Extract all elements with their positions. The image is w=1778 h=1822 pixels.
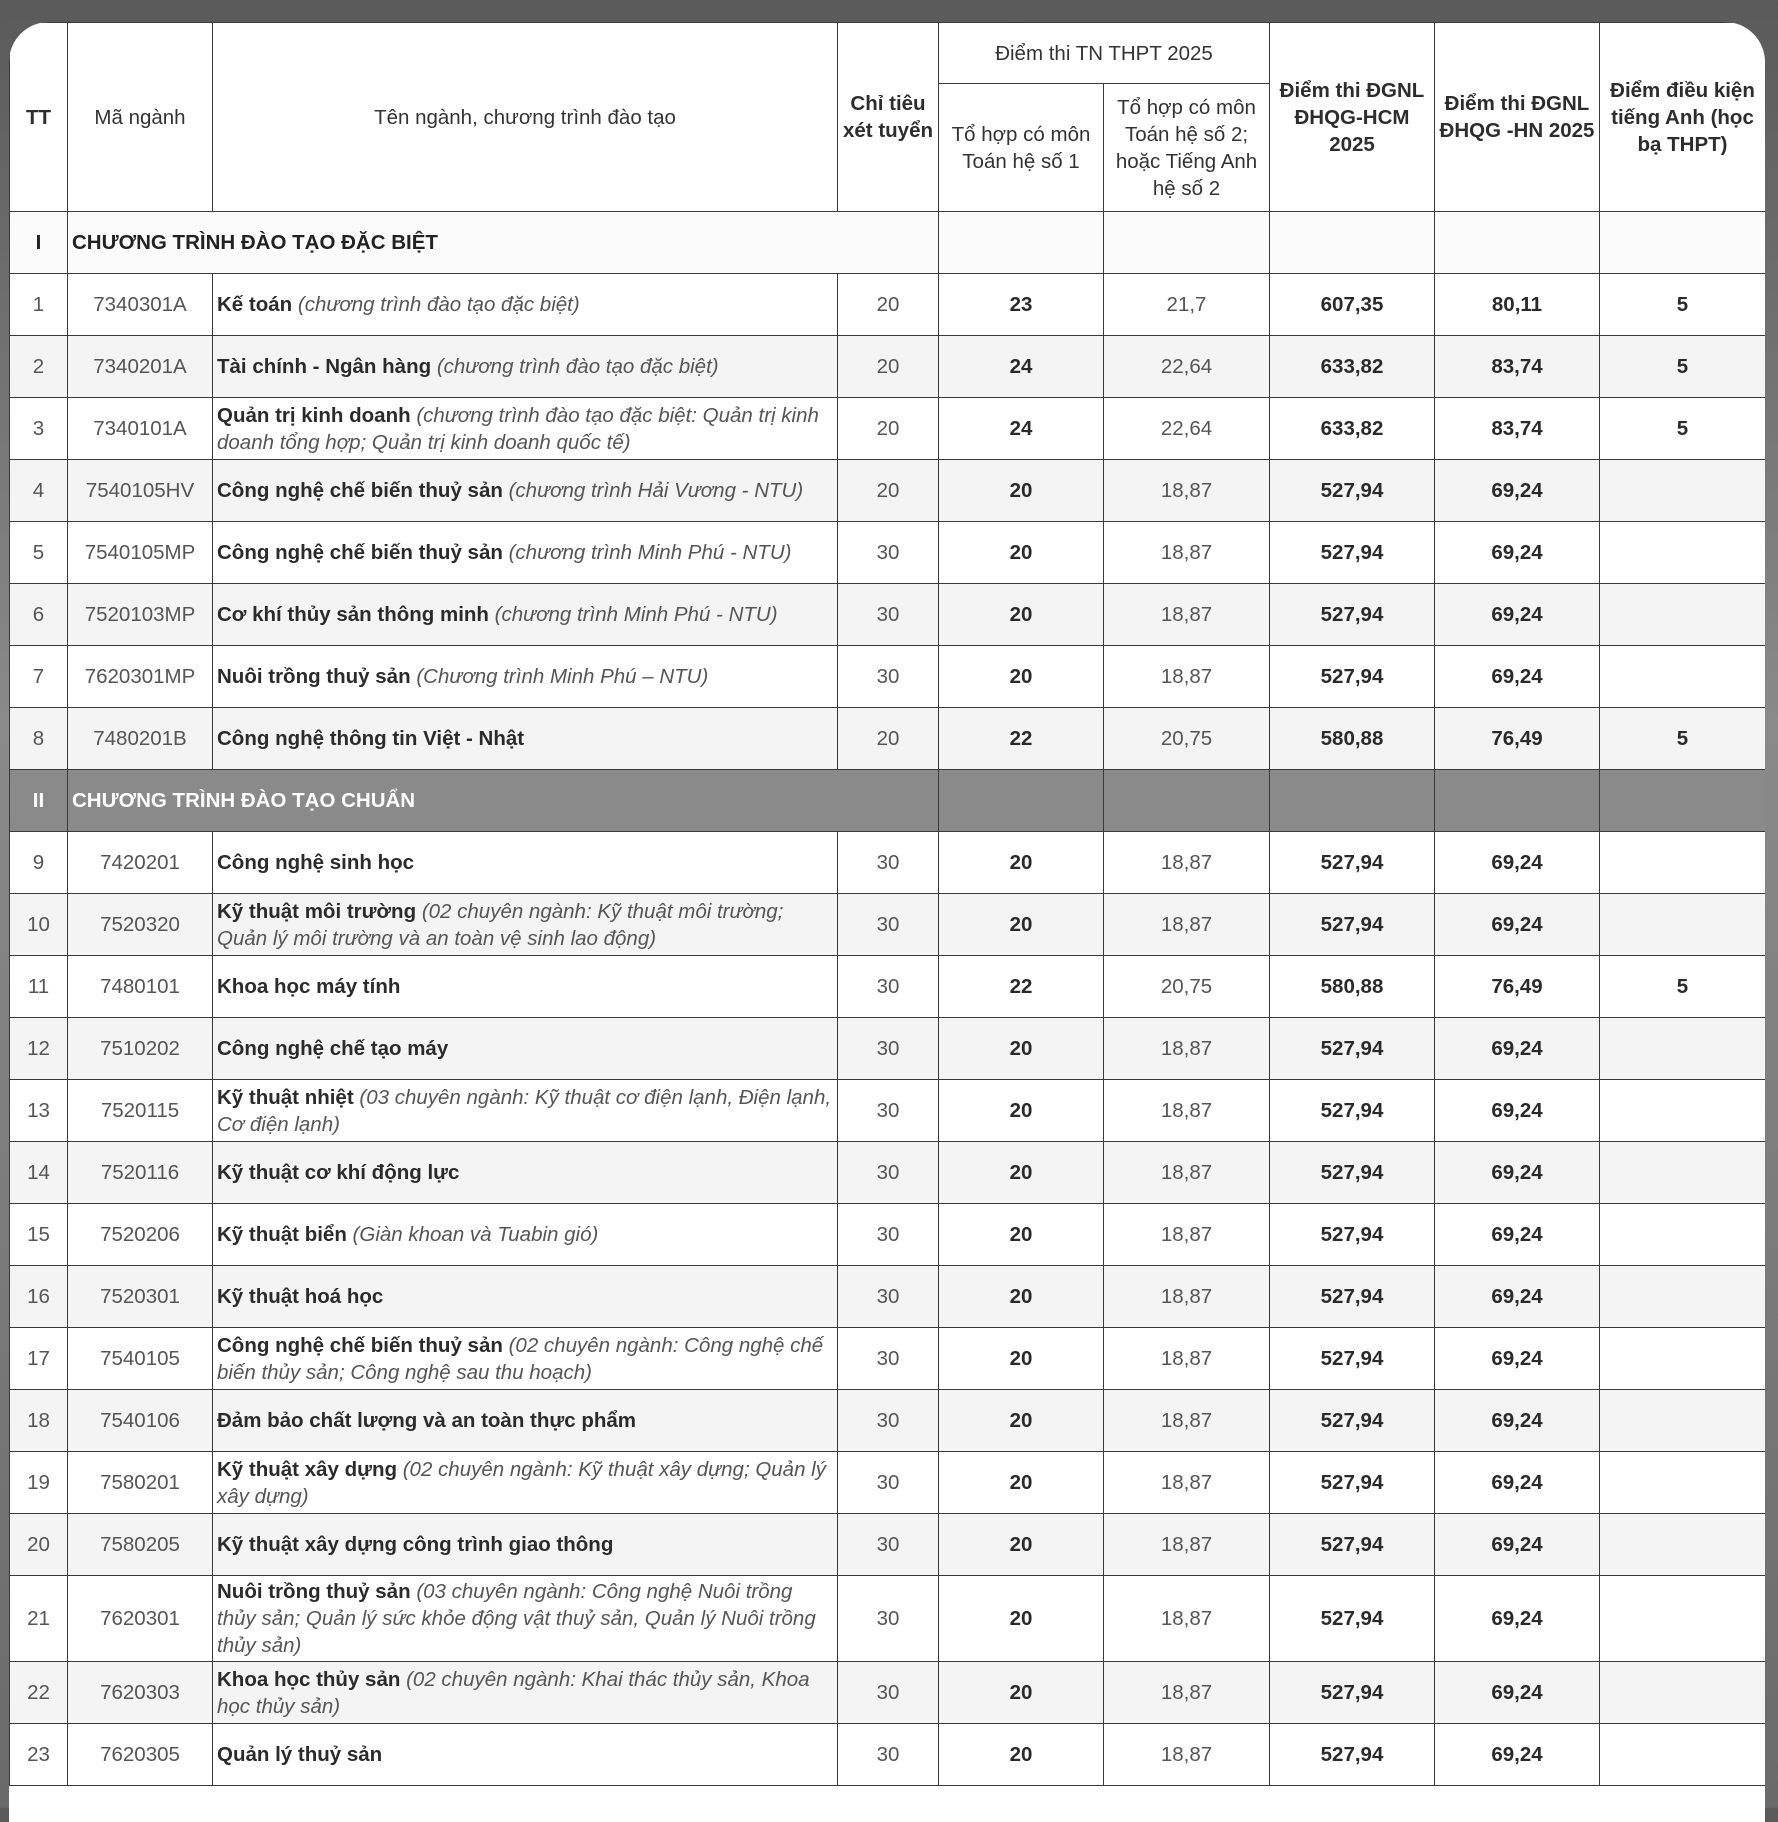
program-name: Đảm bảo chất lượng và an toàn thực phẩm [217, 1409, 637, 1432]
score-to-hop-1: 20 [939, 522, 1104, 584]
section-row [10, 212, 1766, 274]
english-requirement [1600, 1576, 1766, 1662]
score-to-hop-2: 18,87 [1104, 1662, 1270, 1724]
score-dgnl-hcm: 527,94 [1270, 1018, 1435, 1080]
score-dgnl-hn: 69,24 [1435, 1080, 1600, 1142]
score-to-hop-1: 20 [939, 1266, 1104, 1328]
score-to-hop-1: 20 [939, 646, 1104, 708]
program-name-cell [213, 274, 838, 336]
program-name-cell [213, 1514, 838, 1576]
quota: 30 [838, 894, 939, 956]
program-name: Kỹ thuật nhiệt [217, 1085, 354, 1109]
program-name-cell [213, 1142, 838, 1204]
english-requirement [1600, 1452, 1766, 1514]
quota: 30 [838, 1452, 939, 1514]
score-to-hop-2: 20,75 [1104, 956, 1270, 1018]
program-name-cell [213, 584, 838, 646]
quota: 30 [838, 956, 939, 1018]
section-number: II [10, 770, 68, 832]
row-number: 10 [10, 894, 68, 956]
table-row [10, 1724, 1766, 1786]
program-code: 7540105HV [68, 460, 213, 522]
table-row [10, 1328, 1766, 1390]
program-name: Cơ khí thủy sản thông minh [217, 603, 489, 626]
score-to-hop-2: 18,87 [1104, 522, 1270, 584]
score-to-hop-2: 22,64 [1104, 398, 1270, 460]
program-name-cell [213, 460, 838, 522]
table-row [10, 1662, 1766, 1724]
program-note: (03 chuyên ngành: Công nghệ Nuôi trồng thủy sản; Quản lý sức khỏe động vật thuỷ sản, Quản lý Nuôi trồng thủy sản) [217, 1580, 816, 1657]
english-requirement [1600, 894, 1766, 956]
score-dgnl-hn: 69,24 [1435, 1018, 1600, 1080]
program-code: 7520320 [68, 894, 213, 956]
row-number: 5 [10, 522, 68, 584]
program-code: 7510202 [68, 1018, 213, 1080]
program-name-cell [213, 1266, 838, 1328]
program-code: 7540105 [68, 1328, 213, 1390]
score-to-hop-1: 20 [939, 1514, 1104, 1576]
score-to-hop-2: 18,87 [1104, 894, 1270, 956]
english-requirement [1600, 1390, 1766, 1452]
score-to-hop-1: 20 [939, 584, 1104, 646]
score-dgnl-hn: 69,24 [1435, 1328, 1600, 1390]
program-name: Khoa học thủy sản [217, 1667, 401, 1691]
score-dgnl-hcm: 527,94 [1270, 522, 1435, 584]
program-name: Nuôi trồng thuỷ sản [217, 1580, 411, 1603]
score-to-hop-2: 18,87 [1104, 460, 1270, 522]
english-requirement: 5 [1600, 956, 1766, 1018]
section-row [10, 770, 1766, 832]
program-name: Kỹ thuật xây dựng [217, 1457, 398, 1481]
score-table-card [9, 22, 1765, 1822]
score-to-hop-1: 23 [939, 274, 1104, 336]
score-dgnl-hcm: 527,94 [1270, 584, 1435, 646]
score-dgnl-hn: 69,24 [1435, 1390, 1600, 1452]
program-name-cell [213, 1328, 838, 1390]
score-to-hop-2: 18,87 [1104, 1328, 1270, 1390]
section-empty-cell [1104, 770, 1270, 832]
program-name: Kỹ thuật môi trường [217, 899, 417, 923]
english-requirement: 5 [1600, 274, 1766, 336]
score-dgnl-hn: 69,24 [1435, 1662, 1600, 1724]
program-code: 7420201 [68, 832, 213, 894]
header-to-hop-2: Tổ hợp có môn Toán hệ số 2; hoặc Tiếng Anh hệ số 2 [1104, 84, 1270, 212]
score-dgnl-hcm: 527,94 [1270, 1142, 1435, 1204]
program-note: (chương trình đào tạo đặc biệt) [436, 355, 719, 378]
score-dgnl-hn: 76,49 [1435, 956, 1600, 1018]
program-code: 7620301MP [68, 646, 213, 708]
section-empty-cell [1435, 212, 1600, 274]
english-requirement [1600, 1328, 1766, 1390]
score-to-hop-1: 20 [939, 1080, 1104, 1142]
quota: 30 [838, 1662, 939, 1724]
program-name: Nuôi trồng thuỷ sản [217, 665, 411, 688]
quota: 30 [838, 522, 939, 584]
program-name: Quản trị kinh doanh [217, 403, 411, 427]
score-dgnl-hcm: 527,94 [1270, 1390, 1435, 1452]
english-requirement: 5 [1600, 708, 1766, 770]
score-dgnl-hn: 69,24 [1435, 1576, 1600, 1662]
program-note: (02 chuyên ngành: Kỹ thuật xây dựng; Quản lý xây dựng) [217, 1457, 826, 1508]
program-note: (chương trình đào tạo đặc biệt) [297, 293, 580, 316]
quota: 30 [838, 1142, 939, 1204]
table-row [10, 1514, 1766, 1576]
program-name-cell [213, 1204, 838, 1266]
header-dgnl-hn: Điểm thi ĐGNL ĐHQG -HN 2025 [1435, 23, 1600, 212]
header-ma-nganh: Mã ngành [68, 23, 213, 212]
program-code: 7520116 [68, 1142, 213, 1204]
section-empty-cell [1600, 212, 1766, 274]
table-row [10, 1080, 1766, 1142]
score-to-hop-2: 22,64 [1104, 336, 1270, 398]
program-name-cell [213, 646, 838, 708]
section-number: I [10, 212, 68, 274]
program-name-cell [213, 1452, 838, 1514]
score-dgnl-hn: 69,24 [1435, 1266, 1600, 1328]
quota: 20 [838, 460, 939, 522]
program-name-cell [213, 832, 838, 894]
program-name-cell [213, 398, 838, 460]
english-requirement [1600, 584, 1766, 646]
english-requirement: 5 [1600, 398, 1766, 460]
program-note: (chương trình Minh Phú - NTU) [508, 541, 792, 564]
program-code: 7340301A [68, 274, 213, 336]
header-diem-thpt-group: Điểm thi TN THPT 2025 [939, 23, 1270, 84]
score-to-hop-1: 20 [939, 1576, 1104, 1662]
quota: 30 [838, 1080, 939, 1142]
program-name-cell [213, 522, 838, 584]
quota: 20 [838, 398, 939, 460]
english-requirement: 5 [1600, 336, 1766, 398]
program-note: (Giàn khoan và Tuabin gió) [352, 1223, 599, 1246]
program-note: (02 chuyên ngành: Công nghệ chế biến thủy sản; Công nghệ sau thu hoạch) [217, 1333, 824, 1384]
row-number: 9 [10, 832, 68, 894]
program-code: 7520103MP [68, 584, 213, 646]
table-row [10, 1266, 1766, 1328]
score-to-hop-2: 18,87 [1104, 584, 1270, 646]
score-to-hop-1: 20 [939, 1390, 1104, 1452]
score-dgnl-hcm: 527,94 [1270, 1328, 1435, 1390]
score-to-hop-1: 20 [939, 1142, 1104, 1204]
table-row [10, 398, 1766, 460]
row-number: 6 [10, 584, 68, 646]
score-to-hop-2: 18,87 [1104, 1142, 1270, 1204]
program-code: 7580205 [68, 1514, 213, 1576]
program-name: Tài chính - Ngân hàng [217, 355, 432, 378]
score-to-hop-1: 20 [939, 1328, 1104, 1390]
quota: 30 [838, 1266, 939, 1328]
score-dgnl-hcm: 607,35 [1270, 274, 1435, 336]
row-number: 3 [10, 398, 68, 460]
row-number: 1 [10, 274, 68, 336]
score-dgnl-hn: 69,24 [1435, 1514, 1600, 1576]
score-to-hop-1: 20 [939, 1724, 1104, 1786]
program-note: (03 chuyên ngành: Kỹ thuật cơ điện lạnh, Điện lạnh, Cơ điện lạnh) [217, 1085, 832, 1136]
score-to-hop-2: 18,87 [1104, 1576, 1270, 1662]
quota: 20 [838, 336, 939, 398]
score-dgnl-hn: 69,24 [1435, 584, 1600, 646]
score-dgnl-hn: 69,24 [1435, 460, 1600, 522]
score-to-hop-2: 18,87 [1104, 1204, 1270, 1266]
table-row [10, 1204, 1766, 1266]
program-name: Công nghệ sinh học [217, 851, 415, 874]
program-name: Kỹ thuật cơ khí động lực [217, 1161, 460, 1184]
program-name-cell [213, 894, 838, 956]
quota: 30 [838, 1328, 939, 1390]
score-dgnl-hn: 69,24 [1435, 522, 1600, 584]
table-row [10, 894, 1766, 956]
score-to-hop-1: 22 [939, 956, 1104, 1018]
program-note: (Chương trình Minh Phú – NTU) [416, 665, 709, 688]
english-requirement [1600, 832, 1766, 894]
score-dgnl-hcm: 527,94 [1270, 832, 1435, 894]
score-dgnl-hn: 83,74 [1435, 398, 1600, 460]
score-to-hop-1: 22 [939, 708, 1104, 770]
section-empty-cell [1104, 212, 1270, 274]
score-dgnl-hcm: 580,88 [1270, 956, 1435, 1018]
program-name-cell [213, 1018, 838, 1080]
program-note: (02 chuyên ngành: Khai thác thủy sản, Khoa học thủy sản) [217, 1667, 810, 1718]
score-to-hop-1: 20 [939, 1662, 1104, 1724]
score-to-hop-2: 18,87 [1104, 1018, 1270, 1080]
score-to-hop-1: 20 [939, 894, 1104, 956]
table-row [10, 584, 1766, 646]
score-dgnl-hcm: 633,82 [1270, 336, 1435, 398]
header-ten-nganh: Tên ngành, chương trình đào tạo [213, 23, 838, 212]
score-to-hop-2: 18,87 [1104, 1390, 1270, 1452]
program-code: 7520115 [68, 1080, 213, 1142]
program-code: 7620301 [68, 1576, 213, 1662]
section-empty-cell [939, 212, 1104, 274]
score-dgnl-hn: 69,24 [1435, 894, 1600, 956]
score-to-hop-1: 20 [939, 832, 1104, 894]
program-name-cell [213, 1662, 838, 1724]
quota: 20 [838, 274, 939, 336]
program-code: 7480101 [68, 956, 213, 1018]
program-name: Công nghệ chế biến thuỷ sản [217, 541, 503, 564]
row-number: 16 [10, 1266, 68, 1328]
quota: 30 [838, 1390, 939, 1452]
score-to-hop-2: 18,87 [1104, 1514, 1270, 1576]
row-number: 22 [10, 1662, 68, 1724]
admission-score-table [9, 22, 1765, 1786]
english-requirement [1600, 1204, 1766, 1266]
row-number: 8 [10, 708, 68, 770]
score-dgnl-hn: 69,24 [1435, 1724, 1600, 1786]
table-row [10, 646, 1766, 708]
program-name: Kỹ thuật hoá học [217, 1285, 384, 1308]
score-dgnl-hn: 69,24 [1435, 1204, 1600, 1266]
score-to-hop-2: 21,7 [1104, 274, 1270, 336]
program-code: 7540106 [68, 1390, 213, 1452]
row-number: 2 [10, 336, 68, 398]
program-note: (chương trình Minh Phú - NTU) [494, 603, 778, 626]
english-requirement [1600, 1662, 1766, 1724]
section-empty-cell [939, 770, 1104, 832]
quota: 30 [838, 1018, 939, 1080]
program-name: Kế toán [217, 293, 293, 316]
program-code: 7520301 [68, 1266, 213, 1328]
score-dgnl-hcm: 527,94 [1270, 1266, 1435, 1328]
score-dgnl-hn: 69,24 [1435, 646, 1600, 708]
score-dgnl-hcm: 580,88 [1270, 708, 1435, 770]
score-to-hop-1: 20 [939, 460, 1104, 522]
english-requirement [1600, 1018, 1766, 1080]
program-name: Công nghệ chế biến thuỷ sản [217, 479, 503, 502]
score-to-hop-2: 18,87 [1104, 1266, 1270, 1328]
score-dgnl-hn: 80,11 [1435, 274, 1600, 336]
row-number: 19 [10, 1452, 68, 1514]
score-dgnl-hn: 83,74 [1435, 336, 1600, 398]
row-number: 11 [10, 956, 68, 1018]
score-dgnl-hcm: 527,94 [1270, 1204, 1435, 1266]
table-row [10, 522, 1766, 584]
score-to-hop-1: 20 [939, 1204, 1104, 1266]
score-dgnl-hcm: 527,94 [1270, 1662, 1435, 1724]
english-requirement [1600, 1142, 1766, 1204]
english-requirement [1600, 522, 1766, 584]
english-requirement [1600, 646, 1766, 708]
program-code: 7540105MP [68, 522, 213, 584]
score-dgnl-hcm: 527,94 [1270, 894, 1435, 956]
table-row [10, 1576, 1766, 1662]
row-number: 20 [10, 1514, 68, 1576]
program-name-cell [213, 336, 838, 398]
program-name: Kỹ thuật biển [217, 1223, 347, 1246]
header-dgnl-hcm: Điểm thi ĐGNL ĐHQG-HCM 2025 [1270, 23, 1435, 212]
score-dgnl-hn: 69,24 [1435, 1142, 1600, 1204]
score-dgnl-hcm: 527,94 [1270, 1724, 1435, 1786]
score-to-hop-2: 18,87 [1104, 832, 1270, 894]
program-name: Công nghệ thông tin Việt - Nhật [217, 727, 525, 750]
row-number: 7 [10, 646, 68, 708]
program-name-cell [213, 1724, 838, 1786]
program-name: Công nghệ chế tạo máy [217, 1037, 449, 1060]
program-code: 7520206 [68, 1204, 213, 1266]
row-number: 15 [10, 1204, 68, 1266]
score-dgnl-hcm: 527,94 [1270, 1576, 1435, 1662]
row-number: 17 [10, 1328, 68, 1390]
table-row [10, 1142, 1766, 1204]
table-row [10, 336, 1766, 398]
score-to-hop-2: 18,87 [1104, 1080, 1270, 1142]
score-to-hop-2: 18,87 [1104, 646, 1270, 708]
program-name: Khoa học máy tính [217, 975, 401, 998]
row-number: 21 [10, 1576, 68, 1662]
row-number: 23 [10, 1724, 68, 1786]
score-dgnl-hcm: 527,94 [1270, 646, 1435, 708]
score-dgnl-hn: 69,24 [1435, 832, 1600, 894]
header-tieng-anh: Điểm điều kiện tiếng Anh (học bạ THPT) [1600, 23, 1766, 212]
program-code: 7340101A [68, 398, 213, 460]
program-name-cell [213, 1576, 838, 1662]
program-name: Quản lý thuỷ sản [217, 1743, 383, 1766]
score-dgnl-hcm: 527,94 [1270, 1080, 1435, 1142]
quota: 30 [838, 1204, 939, 1266]
score-dgnl-hn: 69,24 [1435, 1452, 1600, 1514]
section-empty-cell [1270, 770, 1435, 832]
program-note: (chương trình đào tạo đặc biệt: Quản trị kinh doanh tổng hợp; Quản trị kinh doanh quốc tế) [217, 403, 819, 454]
program-name-cell [213, 1080, 838, 1142]
table-row [10, 832, 1766, 894]
table-row [10, 460, 1766, 522]
table-body [10, 212, 1766, 1786]
row-number: 4 [10, 460, 68, 522]
score-to-hop-1: 24 [939, 336, 1104, 398]
program-note: (02 chuyên ngành: Kỹ thuật môi trường; Quản lý môi trường và an toàn vệ sinh lao động) [217, 899, 784, 950]
english-requirement [1600, 460, 1766, 522]
section-empty-cell [1600, 770, 1766, 832]
english-requirement [1600, 1724, 1766, 1786]
program-name: Công nghệ chế biến thuỷ sản [217, 1333, 503, 1357]
header-chi-tieu: Chỉ tiêu xét tuyển [838, 23, 939, 212]
program-name-cell [213, 1390, 838, 1452]
section-empty-cell [1435, 770, 1600, 832]
table-row [10, 708, 1766, 770]
score-to-hop-2: 18,87 [1104, 1724, 1270, 1786]
row-number: 18 [10, 1390, 68, 1452]
program-code: 7620305 [68, 1724, 213, 1786]
program-name-cell [213, 708, 838, 770]
table-row [10, 1390, 1766, 1452]
program-code: 7620303 [68, 1662, 213, 1724]
quota: 30 [838, 584, 939, 646]
table-row [10, 274, 1766, 336]
quota: 30 [838, 646, 939, 708]
section-title: CHƯƠNG TRÌNH ĐÀO TẠO CHUẨN [68, 770, 939, 832]
quota: 30 [838, 1576, 939, 1662]
score-to-hop-1: 24 [939, 398, 1104, 460]
score-to-hop-1: 20 [939, 1018, 1104, 1080]
program-name: Kỹ thuật xây dựng công trình giao thông [217, 1533, 614, 1556]
score-dgnl-hcm: 633,82 [1270, 398, 1435, 460]
score-to-hop-2: 20,75 [1104, 708, 1270, 770]
english-requirement [1600, 1080, 1766, 1142]
table-row [10, 956, 1766, 1018]
score-dgnl-hcm: 527,94 [1270, 460, 1435, 522]
score-to-hop-2: 18,87 [1104, 1452, 1270, 1514]
row-number: 14 [10, 1142, 68, 1204]
quota: 30 [838, 832, 939, 894]
english-requirement [1600, 1266, 1766, 1328]
quota: 20 [838, 708, 939, 770]
english-requirement [1600, 1514, 1766, 1576]
score-dgnl-hcm: 527,94 [1270, 1514, 1435, 1576]
score-dgnl-hn: 76,49 [1435, 708, 1600, 770]
program-code: 7580201 [68, 1452, 213, 1514]
quota: 30 [838, 1514, 939, 1576]
row-number: 12 [10, 1018, 68, 1080]
score-to-hop-1: 20 [939, 1452, 1104, 1514]
table-row [10, 1018, 1766, 1080]
score-dgnl-hcm: 527,94 [1270, 1452, 1435, 1514]
section-title: CHƯƠNG TRÌNH ĐÀO TẠO ĐẶC BIỆT [68, 212, 939, 274]
program-code: 7480201B [68, 708, 213, 770]
program-name-cell [213, 956, 838, 1018]
row-number: 13 [10, 1080, 68, 1142]
program-code: 7340201A [68, 336, 213, 398]
quota: 30 [838, 1724, 939, 1786]
header-tt: TT [10, 23, 68, 212]
header-to-hop-1: Tổ hợp có môn Toán hệ số 1 [939, 84, 1104, 212]
program-note: (chương trình Hải Vương - NTU) [508, 479, 804, 502]
section-empty-cell [1270, 212, 1435, 274]
table-row [10, 1452, 1766, 1514]
